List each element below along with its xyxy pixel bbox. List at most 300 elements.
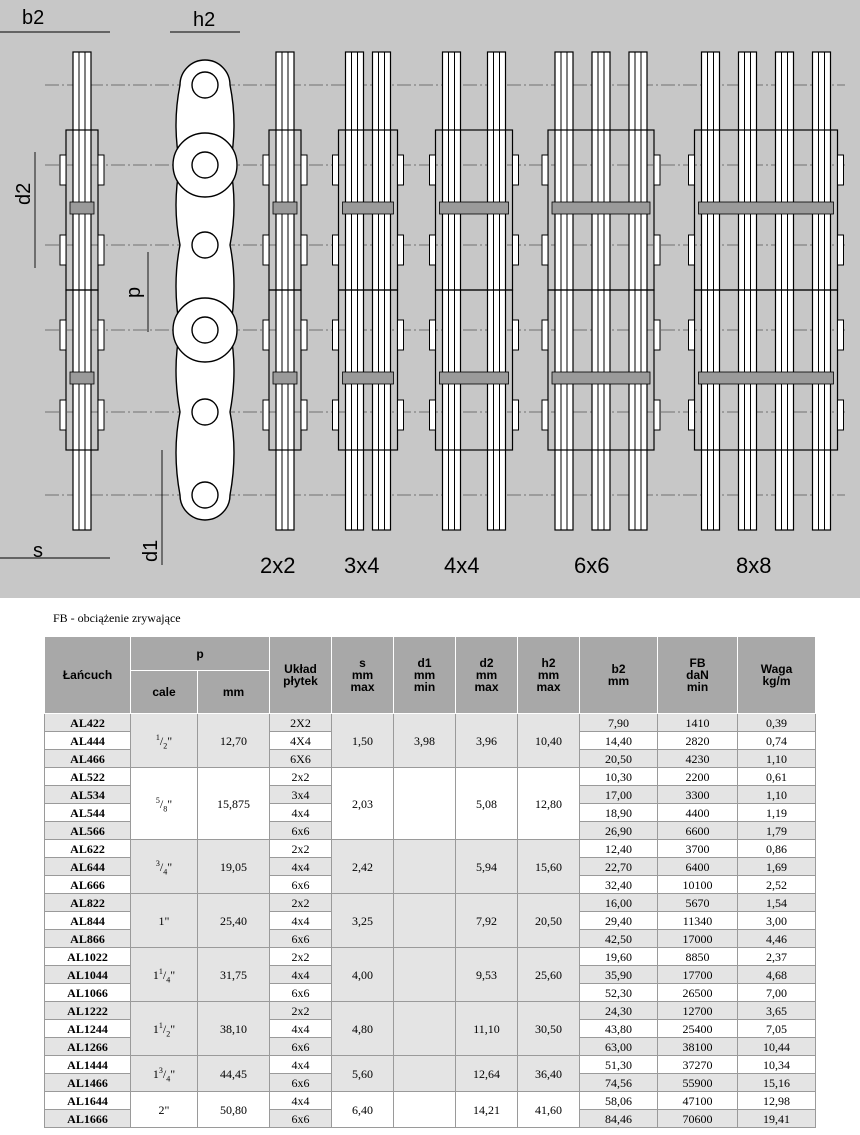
fb-value: 55900 [658,1074,738,1092]
pin-hole [192,317,218,343]
outer-plate [488,52,506,530]
arrangement-label: 6x6 [574,553,610,578]
pitch-inch-denominator: 4 [166,1073,171,1083]
chain-code: AL866 [45,930,131,948]
plate-layout: 4x4 [270,912,332,930]
pin-shaft [699,202,834,214]
pin-shaft [440,202,509,214]
h2-value: 20,50 [518,894,580,948]
s-value: 3,25 [332,894,394,948]
chain-code: AL534 [45,786,131,804]
pitch-inch-numerator: 5 [155,795,160,805]
b2-value: 42,50 [580,930,658,948]
chain-code: AL466 [45,750,131,768]
d2-value: 12,64 [456,1056,518,1092]
pin-end [838,320,844,350]
pitch-inch-denominator: 2 [163,740,168,750]
chain-code: AL566 [45,822,131,840]
pitch-inch-mark: " [167,733,173,748]
pin-end [430,320,436,350]
pin-end [513,400,519,430]
weight-value: 3,00 [738,912,816,930]
plate-layout: 4x4 [270,858,332,876]
outer-plate [443,52,461,530]
fb-value: 4230 [658,750,738,768]
outer-plate [592,52,610,530]
b2-value: 32,40 [580,876,658,894]
pin-end [654,235,660,265]
pitch-mm: 25,40 [198,894,270,948]
fb-value: 17000 [658,930,738,948]
header-chain: Łańcuch [45,637,131,714]
pitch-mm: 15,875 [198,768,270,840]
header-p: p [131,637,270,671]
pitch-inch-whole: 1 [152,967,159,982]
pitch-mm: 19,05 [198,840,270,894]
b2-value: 22,70 [580,858,658,876]
pitch-inch [131,1002,198,1056]
pin-end [689,235,695,265]
s-value: 4,80 [332,1002,394,1056]
pin-end [60,155,66,185]
chain-code: AL1066 [45,984,131,1002]
pitch-mm: 31,75 [198,948,270,1002]
plate-layout: 4x4 [270,1056,332,1074]
table-row [45,948,816,966]
pin-end [654,320,660,350]
plate-layout: 4x4 [270,966,332,984]
table-header [45,637,816,714]
fb-value: 6400 [658,858,738,876]
plate-layout: 6X6 [270,750,332,768]
arrangement-label: 2x2 [260,553,296,578]
fb-value: 25400 [658,1020,738,1038]
pin-hole [192,152,218,178]
pin-shaft [699,372,834,384]
outer-plate [276,52,294,530]
pitch-inch-mark: " [170,1066,176,1081]
outer-plate [813,52,831,530]
chain-code: AL1644 [45,1092,131,1110]
b2-value: 14,40 [580,732,658,750]
fb-value: 1410 [658,714,738,732]
pin-end [838,235,844,265]
b2-value: 20,50 [580,750,658,768]
pin-end [60,235,66,265]
pin-shaft [552,202,650,214]
pitch-inch [131,840,198,894]
table-row [45,1002,816,1020]
weight-value: 2,52 [738,876,816,894]
pin-shaft [70,202,94,214]
fb-value: 12700 [658,1002,738,1020]
pitch-inch-mark: " [167,796,173,811]
fb-value: 37270 [658,1056,738,1074]
pin-end [301,400,307,430]
weight-value: 4,46 [738,930,816,948]
fb-note: FB - obciążenie zrywające [53,611,181,625]
header-b2: b2 mm [580,637,658,714]
chain-code: AL1266 [45,1038,131,1056]
pin-shaft [343,202,394,214]
weight-value: 3,65 [738,1002,816,1020]
b2-value: 63,00 [580,1038,658,1056]
table-row [45,840,816,858]
fb-value: 6600 [658,822,738,840]
d1-value: 3,98 [394,714,456,768]
pin-shaft [440,372,509,384]
h2-value: 25,60 [518,948,580,1002]
chain-code: AL844 [45,912,131,930]
plate-layout: 2x2 [270,948,332,966]
fb-value: 10100 [658,876,738,894]
d2-value: 5,94 [456,840,518,894]
table-row [45,894,816,912]
pin-end [689,155,695,185]
d1-value [394,1056,456,1092]
b2-value: 16,00 [580,894,658,912]
header-h2: h2 mm max [518,637,580,714]
chain-code: AL522 [45,768,131,786]
pitch-inch-denominator: 8 [163,803,168,813]
plate-layout: 2X2 [270,714,332,732]
pitch-inch-mark: " [170,1021,176,1036]
table-row [45,1092,816,1110]
header-d2: d2 mm max [456,637,518,714]
pin-end [689,400,695,430]
b2-value: 26,90 [580,822,658,840]
weight-value: 2,37 [738,948,816,966]
pitch-inch-numerator: 3 [155,858,160,868]
pitch-inch-denominator: 4 [166,974,171,984]
weight-value: 1,10 [738,750,816,768]
h2-value: 12,80 [518,768,580,840]
weight-value: 1,69 [738,858,816,876]
header-p-mm: mm [198,671,270,714]
pin-end [301,235,307,265]
label-h2: h2 [193,9,216,31]
pitch-mm: 44,45 [198,1056,270,1092]
chain-code: AL822 [45,894,131,912]
fb-value: 2200 [658,768,738,786]
table-body [45,714,816,1128]
plate-layout: 4x4 [270,1092,332,1110]
arrangement-label: 3x4 [344,553,380,578]
plate-layout: 2x2 [270,1002,332,1020]
pin-end [98,400,104,430]
pitch-inch-denominator: 2 [166,1028,171,1038]
b2-value: 12,40 [580,840,658,858]
pitch-inch-whole: 1 [152,1021,159,1036]
plate-layout: 6x6 [270,822,332,840]
plate-layout: 6x6 [270,1038,332,1056]
chain-spec-table [44,636,816,1128]
pin-shaft [343,372,394,384]
s-value: 1,50 [332,714,394,768]
d2-value: 11,10 [456,1002,518,1056]
pitch-inch-slash: / [159,733,164,748]
header-d1: d1 mm min [394,637,456,714]
d1-value [394,1002,456,1056]
plate-layout: 3x4 [270,786,332,804]
pin-end [333,320,339,350]
arrangement-4x4 [430,52,519,530]
b2-value: 58,06 [580,1092,658,1110]
chain-code: AL1222 [45,1002,131,1020]
plate-layout: 6x6 [270,984,332,1002]
pin-end [513,235,519,265]
pitch-inch [131,714,198,768]
pin-hole [192,399,218,425]
pitch-inch [131,1092,198,1128]
chain-code: AL1244 [45,1020,131,1038]
pin-end [398,320,404,350]
weight-value: 7,00 [738,984,816,1002]
d1-value [394,894,456,948]
pin-end [263,235,269,265]
link-outline [176,60,234,520]
header-fb: FB daN min [658,637,738,714]
weight-value: 10,34 [738,1056,816,1074]
weight-value: 0,74 [738,732,816,750]
header-s: s mm max [332,637,394,714]
pin-end [838,400,844,430]
pitch-inch-whole: 1" [158,913,170,928]
pitch-inch [131,894,198,948]
pin-shaft [70,372,94,384]
outer-plate [629,52,647,530]
pitch-inch-whole: 1 [152,1066,159,1081]
pin-end [398,400,404,430]
plate-layout: 6x6 [270,876,332,894]
header-weight: Waga kg/m [738,637,816,714]
pin-shaft [273,202,297,214]
b2-value: 24,30 [580,1002,658,1020]
pin-end [513,320,519,350]
b2-value: 10,30 [580,768,658,786]
label-p: p [123,286,145,298]
h2-value: 41,60 [518,1092,580,1128]
b2-value: 7,90 [580,714,658,732]
arrangement-label: 4x4 [444,553,480,578]
pin-end [542,400,548,430]
chain-code: AL1466 [45,1074,131,1092]
plate-layout: 4x4 [270,804,332,822]
weight-value: 12,98 [738,1092,816,1110]
pitch-inch-slash: / [162,967,167,982]
outer-plate [555,52,573,530]
d1-value [394,948,456,1002]
pin-hole [192,72,218,98]
pin-end [301,155,307,185]
weight-value: 1,10 [738,786,816,804]
label-d2: d2 [13,182,35,205]
chain-code: AL544 [45,804,131,822]
pin-end [542,235,548,265]
pin-end [333,155,339,185]
pin-end [333,400,339,430]
weight-value: 4,68 [738,966,816,984]
b2-value: 51,30 [580,1056,658,1074]
weight-value: 0,39 [738,714,816,732]
pin-shaft [552,372,650,384]
pitch-inch-slash: / [162,1021,167,1036]
fb-value: 26500 [658,984,738,1002]
pin-end [430,400,436,430]
pitch-inch-numerator: 3 [158,1065,163,1075]
chain-code: AL644 [45,858,131,876]
weight-value: 19,41 [738,1110,816,1128]
chain-code: AL1666 [45,1110,131,1128]
pin-end [542,320,548,350]
outer-plate [73,52,91,530]
label-d1: d1 [140,539,162,562]
arrangement-3x4 [333,52,404,530]
fb-value: 5670 [658,894,738,912]
d2-value: 3,96 [456,714,518,768]
d1-value [394,1092,456,1128]
pitch-inch-numerator: 1 [155,732,160,742]
pin-end [398,235,404,265]
chain-code: AL422 [45,714,131,732]
h2-value: 15,60 [518,840,580,894]
pitch-inch-mark: " [170,967,176,982]
h2-value: 10,40 [518,714,580,768]
arrangement-label: 8x8 [736,553,772,578]
label-s: s [33,540,43,562]
pin-end [333,235,339,265]
s-value: 5,60 [332,1056,394,1092]
fb-value: 38100 [658,1038,738,1056]
s-value: 4,00 [332,948,394,1002]
d2-value: 7,92 [456,894,518,948]
b2-value: 29,40 [580,912,658,930]
chain-code: AL1444 [45,1056,131,1074]
pin-end [263,320,269,350]
pin-end [60,320,66,350]
weight-value: 1,79 [738,822,816,840]
plate-layout: 2x2 [270,840,332,858]
weight-value: 1,19 [738,804,816,822]
outer-plate [373,52,391,530]
pitch-inch-whole: 2" [158,1102,170,1117]
outer-plate [776,52,794,530]
pin-end [98,235,104,265]
arrangement-8x8 [689,52,844,530]
fb-value: 47100 [658,1092,738,1110]
fb-value: 4400 [658,804,738,822]
pin-end [398,155,404,185]
h2-value: 30,50 [518,1002,580,1056]
pitch-inch [131,948,198,1002]
pin-end [301,320,307,350]
fb-value: 2820 [658,732,738,750]
plate-layout: 6x6 [270,1074,332,1092]
outer-plate [346,52,364,530]
header-p-inch: cale [131,671,198,714]
b2-value: 19,60 [580,948,658,966]
pin-end [263,155,269,185]
chain-code: AL666 [45,876,131,894]
arrangement-2x2 [263,52,307,530]
plate-layout: 2x2 [270,768,332,786]
pin-end [430,235,436,265]
pitch-inch [131,768,198,840]
chain-code: AL444 [45,732,131,750]
pin-end [430,155,436,185]
s-value: 6,40 [332,1092,394,1128]
pin-end [263,400,269,430]
pitch-mm: 38,10 [198,1002,270,1056]
fb-value: 17700 [658,966,738,984]
s-value: 2,03 [332,768,394,840]
chain-side-view [60,52,104,530]
plate-layout: 4x4 [270,1020,332,1038]
header-layout: Układ płytek [270,637,332,714]
pitch-inch-slash: / [159,859,164,874]
fb-value: 70600 [658,1110,738,1128]
fb-value: 8850 [658,948,738,966]
pin-hole [192,482,218,508]
d2-value: 9,53 [456,948,518,1002]
weight-value: 0,86 [738,840,816,858]
table-row [45,768,816,786]
fb-value: 11340 [658,912,738,930]
plate-layout: 4X4 [270,732,332,750]
plate-layout: 2x2 [270,894,332,912]
pin-end [542,155,548,185]
pin-end [654,400,660,430]
b2-value: 35,90 [580,966,658,984]
chain-front-view [173,60,237,520]
s-value: 2,42 [332,840,394,894]
weight-value: 7,05 [738,1020,816,1038]
pitch-inch-slash: / [159,796,164,811]
pin-end [838,155,844,185]
pin-end [98,320,104,350]
pin-hole [192,232,218,258]
plate-layout: 6x6 [270,1110,332,1128]
outer-plate [739,52,757,530]
pitch-inch [131,1056,198,1092]
label-b2: b2 [22,7,45,29]
pitch-inch-slash: / [162,1066,167,1081]
table-row [45,1056,816,1074]
pitch-inch-mark: " [167,859,173,874]
table-row [45,714,816,732]
pitch-inch-numerator: 1 [158,966,163,976]
b2-value: 43,80 [580,1020,658,1038]
d2-value: 14,21 [456,1092,518,1128]
weight-value: 10,44 [738,1038,816,1056]
h2-value: 36,40 [518,1056,580,1092]
pin-end [98,155,104,185]
plate-layout: 6x6 [270,930,332,948]
b2-value: 52,30 [580,984,658,1002]
arrangement-6x6 [542,52,660,530]
chain-code: AL622 [45,840,131,858]
outer-plate [702,52,720,530]
b2-value: 84,46 [580,1110,658,1128]
d1-value [394,840,456,894]
weight-value: 1,54 [738,894,816,912]
chain-code: AL1022 [45,948,131,966]
pitch-inch-denominator: 4 [163,866,168,876]
pin-end [654,155,660,185]
b2-value: 18,90 [580,804,658,822]
d2-value: 5,08 [456,768,518,840]
pitch-inch-numerator: 1 [158,1020,163,1030]
